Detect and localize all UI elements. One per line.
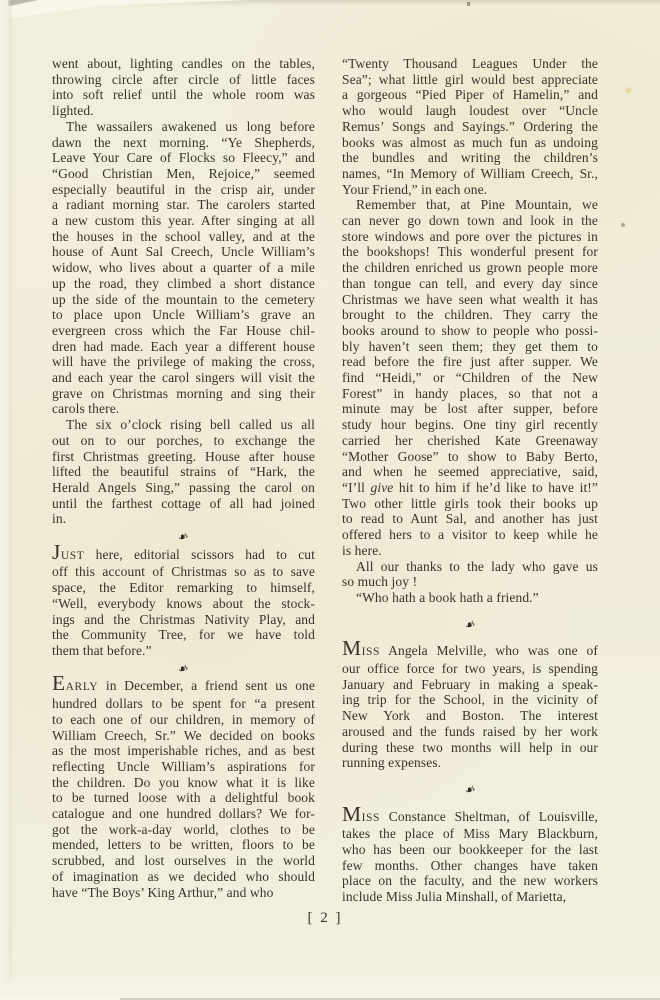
text-line: carols there. — [52, 401, 120, 417]
text-line: include Miss Julia Minshall, of Marietta, — [342, 889, 567, 905]
text-line: minute may be lost after supper, before — [342, 401, 598, 417]
text-line: Forest” in handy places, so that not a — [342, 385, 598, 401]
text-line: “Twenty Thousand Leagues Under the — [342, 56, 598, 71]
small-caps: ARLY — [65, 681, 99, 694]
text-line: widow, who lives about a quarter of a mile — [52, 260, 315, 276]
text-line: EARLY in December, a friend sent us one — [52, 671, 315, 696]
initial-capital: M — [342, 636, 362, 661]
text-line: in. — [52, 511, 67, 527]
text-line: can never go down town and look in the — [342, 213, 598, 229]
text-line: got the work-a-day world, clothes to be — [52, 821, 315, 837]
text-line: store windows and pore over the pictures in — [342, 228, 598, 244]
text-line: “Mother Goose” to show to Baby Berto, — [342, 448, 598, 464]
text-line: who has been our bookkeeper for the last — [342, 842, 598, 858]
text-line: the bookshops! This wonderful present for — [342, 244, 598, 260]
text-line: dawn the next morning. “Ye Shepherds, — [52, 134, 315, 150]
text-line: house of Aunt Sal Creech, Uncle William’s — [52, 244, 315, 260]
page-left-edge — [0, 0, 13, 1000]
text-line: catalogue and one hundred dollars? We for- — [52, 806, 315, 822]
text-line: place on the faculty, and the new workers — [342, 873, 598, 889]
column-left — [52, 56, 315, 905]
two-column-text-block — [52, 56, 598, 905]
text-line: MISS Angela Melville, who was one of — [342, 636, 598, 661]
text-line: offered hers to a visitor to keep while he — [342, 527, 598, 543]
text-line: up the road, they climbed a short distance — [52, 275, 315, 291]
section-divider — [342, 617, 598, 633]
text-line: than tongue can tell, and every day since — [342, 275, 598, 291]
text-line: names, “In Memory of William Creech, Sr., — [342, 165, 598, 181]
aldine-leaf-fleuron: ❧ — [462, 616, 478, 634]
text-line: takes the place of Miss Mary Blackburn, — [342, 826, 598, 842]
column-right — [342, 56, 598, 905]
small-caps: ISS — [361, 646, 381, 659]
text-line: Two other little girls took their books up — [342, 495, 598, 511]
text-line: the bundles and writing the children’s — [342, 150, 598, 166]
text-line: reflecting Uncle William’s aspirations for — [52, 758, 315, 774]
text-line: to each one of our children, in memory of — [52, 711, 315, 727]
text-line: as the most imperishable riches, and as best — [52, 743, 315, 759]
text-line: a radiant morning star. The carolers started — [52, 197, 315, 213]
text-line: to read to Aunt Sal, and another has just — [342, 511, 598, 527]
paragraph — [52, 417, 315, 527]
text-line: throwing circle after circle of little faces — [52, 71, 315, 87]
paper-speck — [621, 223, 625, 227]
text-line: Christmas we have seen what wealth it has — [342, 291, 598, 307]
paragraph — [342, 636, 598, 771]
text-line: All our thanks to the lady who gave us — [356, 558, 598, 574]
text-line: into soft relief until the whole room was — [52, 87, 315, 103]
text-line: hundred dollars to be spent for “a present — [52, 696, 315, 712]
paragraph — [342, 197, 598, 558]
text-line: bly haven’t seen them; they get them to — [342, 338, 598, 354]
text-line: books around to show to people who possi- — [342, 322, 598, 338]
text-line: went about, lighting candles on the tables, — [52, 56, 315, 71]
text-line: mended, letters to be written, floors to be — [52, 837, 315, 853]
text-line: the houses in the school valley, and at the — [52, 228, 315, 244]
text-line: scrubbed, and lost ourselves in the world — [52, 853, 315, 869]
text-line: especially beautiful in the crisp air, under — [52, 181, 315, 197]
text-line: Remus’ Songs and Sayings.” Ordering the — [342, 118, 598, 134]
text-line: MISS Constance Sheltman, of Louisville, — [342, 801, 598, 826]
text-line: The six o’clock rising bell called us all — [66, 417, 315, 433]
small-caps: UST — [60, 549, 85, 562]
paper-stain — [624, 86, 633, 95]
text-line: “Who hath a book hath a friend.” — [356, 589, 539, 605]
text-line: JUST here, editorial scissors had to cut — [52, 539, 315, 564]
text-line: William Creech, Sr.” We decided on books — [52, 727, 315, 743]
aldine-leaf-fleuron: ❧ — [462, 781, 478, 800]
text-line: so much joy ! — [342, 574, 418, 590]
section-divider — [52, 661, 315, 677]
small-caps: ISS — [361, 811, 381, 824]
text-line: and each year the carol singers will visit the — [52, 370, 315, 386]
text-line: books was almost as much fun as undoing — [342, 134, 598, 150]
text-line: and when he seemed appreciative, said, — [342, 464, 598, 480]
text-line: the children. Do you know what it is like — [52, 774, 315, 790]
text-line: them that before.” — [52, 643, 152, 658]
text-line: Your Friend,” in each one. — [342, 181, 488, 197]
paragraph — [342, 801, 598, 905]
aldine-leaf-fleuron: ❧ — [175, 660, 191, 679]
paragraph — [52, 119, 315, 417]
aldine-leaf-fleuron: ❧ — [175, 528, 191, 547]
text-line: evergreen cross which the Far House chil- — [52, 322, 315, 338]
text-line: brought to the children. They carry the — [342, 307, 598, 323]
text-line: until the farthest cottage of all had joined — [52, 495, 315, 511]
text-line: “Good Christian Men, Rejoice,” seemed — [52, 165, 315, 181]
text-line: during these two months will help in our — [342, 739, 598, 755]
text-line: first Christmas greeting. House after house — [52, 448, 315, 464]
text-line: New York and Boston. The interest — [342, 708, 598, 724]
text-line: Herald Angels Sing,” passing the carol on — [52, 479, 315, 495]
text-line: have “The Boys’ King Arthur,” and who — [52, 884, 274, 900]
text-line: to place upon Uncle William’s grave an — [52, 307, 315, 323]
paragraph — [52, 539, 315, 659]
text-line: Sea”; what little girl would best appreciate — [342, 71, 598, 87]
text-line: out on to our porches, to exchange the — [52, 432, 315, 448]
paragraph — [342, 590, 598, 606]
page-bottom-edge — [0, 974, 660, 1000]
paragraph — [52, 56, 315, 119]
text-line: “I’ll give hit to him if he’d like to have it!” — [342, 479, 598, 495]
page-number: [ 2 ] — [307, 910, 343, 926]
text-line: is here. — [342, 542, 382, 558]
paper-speck — [467, 2, 470, 6]
text-line: running expenses. — [342, 755, 442, 771]
text-line: study hour begins. One tiny girl recently — [342, 417, 598, 433]
text-line: who would laugh loudest over “Uncle — [342, 103, 598, 119]
text-line: carried her cherished Kate Greenaway — [342, 432, 598, 448]
text-line: ing trip for the School, in the vicinity of — [342, 692, 598, 708]
initial-capital: M — [342, 801, 362, 826]
initial-capital: J — [52, 539, 61, 564]
text-line: few months. Other changes have taken — [342, 857, 598, 873]
text-line: Leave Your Care of Flocks so Fleecy,” and — [52, 150, 315, 166]
text-line: The wassailers awakened us long before — [66, 118, 315, 134]
text-line: lighted. — [52, 103, 94, 119]
text-line: our office force for two years, is spending — [342, 661, 598, 676]
text-line: read before the fire just after supper. We — [342, 354, 598, 370]
text-line: aroused and the funds raised by her work — [342, 723, 598, 739]
text-line: space, the Editor remarking to himself, — [52, 580, 315, 596]
text-line: January and February in making a speak- — [342, 676, 598, 692]
text-line: will have the privilege of making the cross, — [52, 354, 315, 370]
text-line: lifted the beautiful strains of “Hark, the — [52, 464, 315, 480]
text-line: grave on Christmas morning and sing their — [52, 385, 315, 401]
section-divider — [52, 529, 315, 545]
text-line: to be turned loose with a delightful book — [52, 790, 315, 806]
text-line: “Well, everybody knows about the stock- — [52, 595, 315, 611]
section-divider — [342, 782, 598, 798]
paragraph — [342, 56, 598, 197]
text-line: Remember that, at Pine Mountain, we — [356, 197, 598, 213]
text-line: ings and the Christmas Nativity Play, and — [52, 611, 315, 627]
text-line: off this account of Christmas so as to save — [52, 564, 315, 580]
text-line: dren had made. Each year a different house — [52, 338, 315, 354]
text-line: of imagination as we decided who should — [52, 868, 315, 884]
text-line: the Community Tree, for we have told — [52, 627, 315, 643]
text-line: a gorgeous “Pied Piper of Hamelin,” and — [342, 87, 598, 103]
text-line: a new custom this year. After singing at all — [52, 213, 315, 229]
initial-capital: E — [52, 671, 66, 696]
paragraph — [52, 671, 315, 900]
text-line: the children enriched us grown people more — [342, 260, 598, 276]
text-line: up the side of the mountain to the cemetery — [52, 291, 315, 307]
paragraph — [342, 559, 598, 590]
text-line: find “Heidi,” or “Children of the New — [342, 370, 598, 386]
